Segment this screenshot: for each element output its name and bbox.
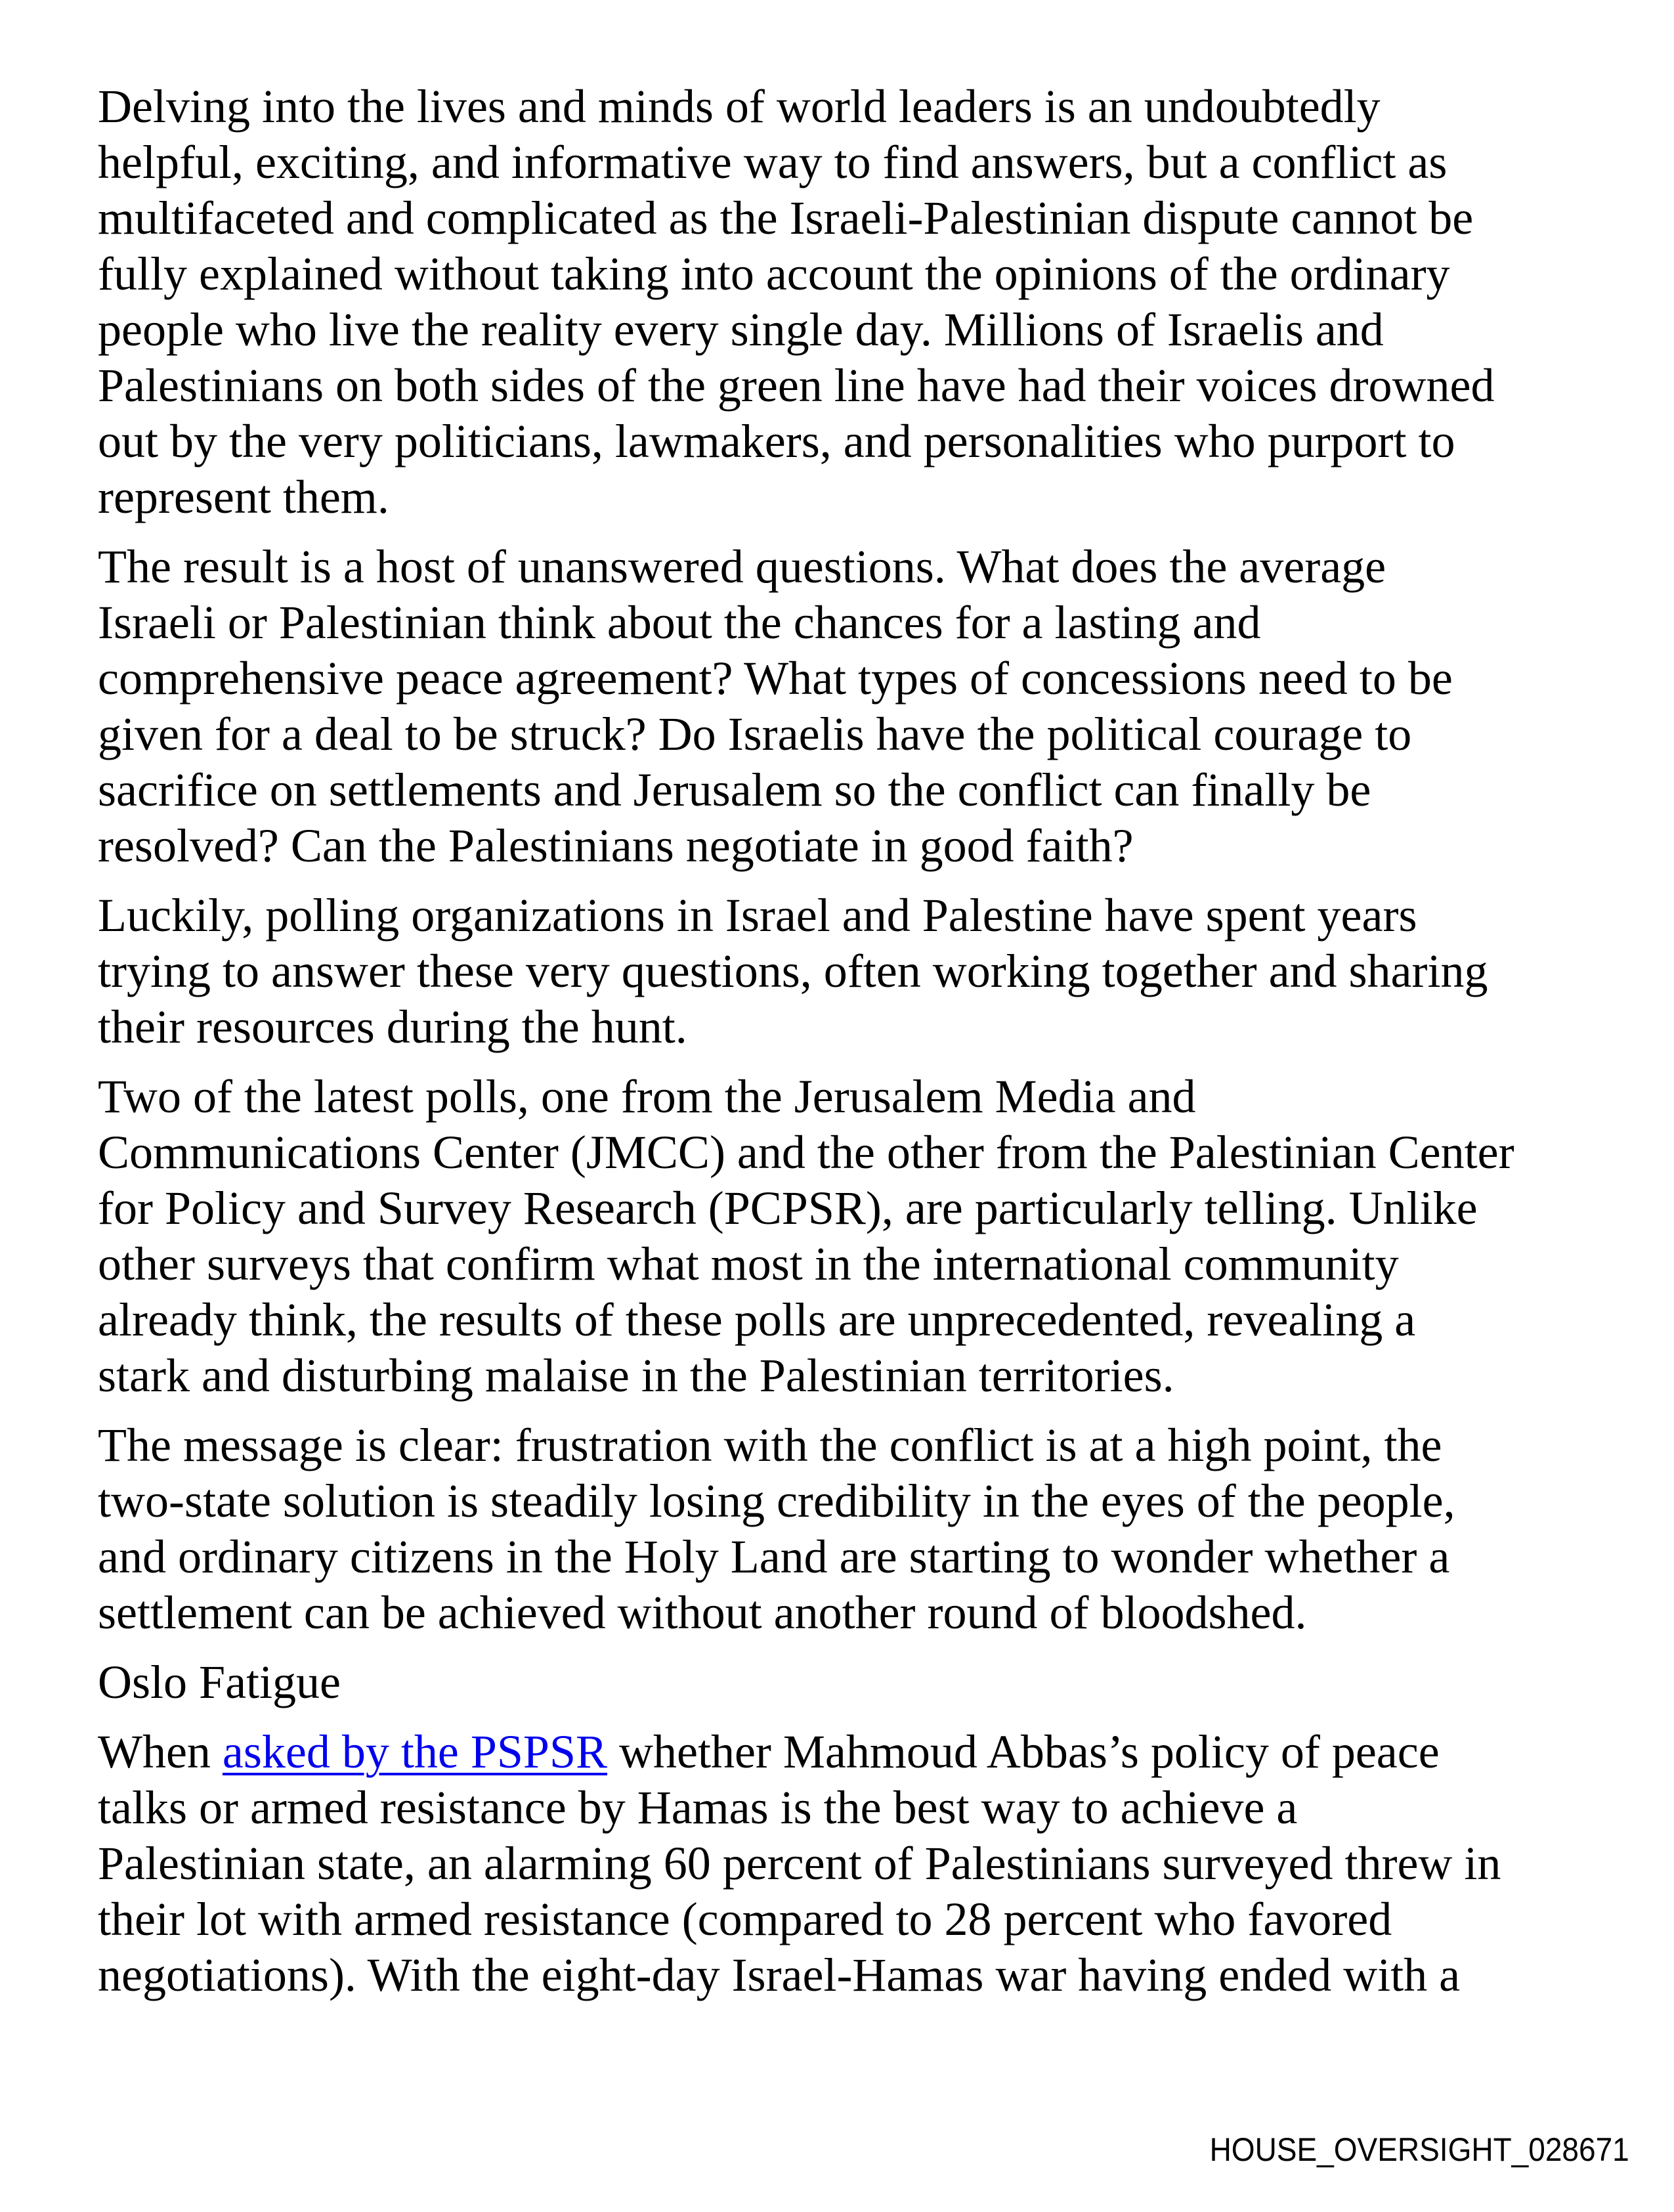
paragraph (98, 539, 1660, 874)
paragraph (98, 1069, 1660, 1404)
paragraph-line: sacrifice on settlements and Jerusalem so the conflict can finally be (98, 764, 1371, 816)
section-heading (98, 1655, 1660, 1710)
paragraph-line: Delving into the lives and minds of world leaders is an undoubtedly (98, 80, 1381, 133)
paragraphs (98, 79, 1660, 1641)
paragraph-line: out by the very politicians, lawmakers, and personalities who purport to (98, 415, 1455, 467)
paragraph-line: Two of the latest polls, one from the Jerusalem Media and (98, 1070, 1196, 1123)
paragraph (98, 888, 1660, 1055)
document-body (98, 79, 1660, 2017)
paragraph-line: comprehensive peace agreement? What types of concessions need to be (98, 652, 1453, 705)
paragraph-line: stark and disturbing malaise in the Palestinian territories. (98, 1349, 1174, 1402)
paragraph-line: settlement can be achieved without another round of bloodshed. (98, 1586, 1307, 1639)
paragraph-line: The message is clear: frustration with the conflict is at a high point, the (98, 1419, 1442, 1471)
paragraph-line: given for a deal to be struck? Do Israelis have the political courage to (98, 708, 1412, 760)
heading-text: Oslo Fatigue (98, 1656, 341, 1708)
paragraph-line: negotiations). With the eight-day Israel-Hamas war having ended with a (98, 1949, 1461, 2001)
paragraph (98, 79, 1660, 525)
paragraph-line: talks or armed resistance by Hamas is the best way to achieve a (98, 1781, 1298, 1834)
paragraph-line: two-state solution is steadily losing credibility in the eyes of the people, (98, 1475, 1455, 1527)
pspsr-link[interactable]: asked by the PSPSR (222, 1725, 608, 1778)
paragraph-line: fully explained without taking into account the opinions of the ordinary (98, 248, 1450, 300)
paragraph (98, 1724, 1660, 2003)
paragraph-line: and ordinary citizens in the Holy Land are starting to wonder whether a (98, 1530, 1450, 1583)
paragraph-line: trying to answer these very questions, often working together and sharing (98, 945, 1488, 997)
paragraph-line: Communications Center (JMCC) and the other from the Palestinian Center (98, 1126, 1514, 1179)
paragraph-line: already think, the results of these polls are unprecedented, revealing a (98, 1293, 1416, 1346)
paragraph-line: The result is a host of unanswered questions. What does the average (98, 540, 1386, 593)
paragraph-line: Palestinians on both sides of the green line have had their voices drowned (98, 359, 1495, 412)
paragraph-line: their lot with armed resistance (compared to 28 percent who favored (98, 1893, 1392, 1945)
paragraph-line: their resources during the hunt. (98, 1001, 687, 1053)
paragraph-line: multifaceted and complicated as the Israeli-Palestinian dispute cannot be (98, 192, 1474, 244)
paragraph-line (98, 1724, 1660, 1780)
bates-number: HOUSE_OVERSIGHT_028671 (1209, 2131, 1629, 2168)
paragraph-line: Palestinian state, an alarming 60 percent of Palestinians surveyed threw in (98, 1837, 1501, 1890)
paragraph-line: resolved? Can the Palestinians negotiate in good faith? (98, 819, 1134, 872)
text: whether Mahmoud Abbas’s policy of peace (607, 1725, 1440, 1778)
paragraph-line: for Policy and Survey Research (PCPSR), are particularly telling. Unlike (98, 1182, 1478, 1234)
paragraph-line: Israeli or Palestinian think about the chances for a lasting and (98, 596, 1261, 649)
paragraph-line: represent them. (98, 471, 389, 523)
paragraph-line: people who live the reality every single day. Millions of Israelis and (98, 303, 1384, 356)
paragraph (98, 1418, 1660, 1641)
paragraph-line: helpful, exciting, and informative way to find answers, but a conflict as (98, 136, 1448, 188)
paragraph-line: other surveys that confirm what most in the international community (98, 1238, 1399, 1290)
text: When (98, 1725, 223, 1778)
paragraph-line: Luckily, polling organizations in Israel and Palestine have spent years (98, 889, 1417, 942)
